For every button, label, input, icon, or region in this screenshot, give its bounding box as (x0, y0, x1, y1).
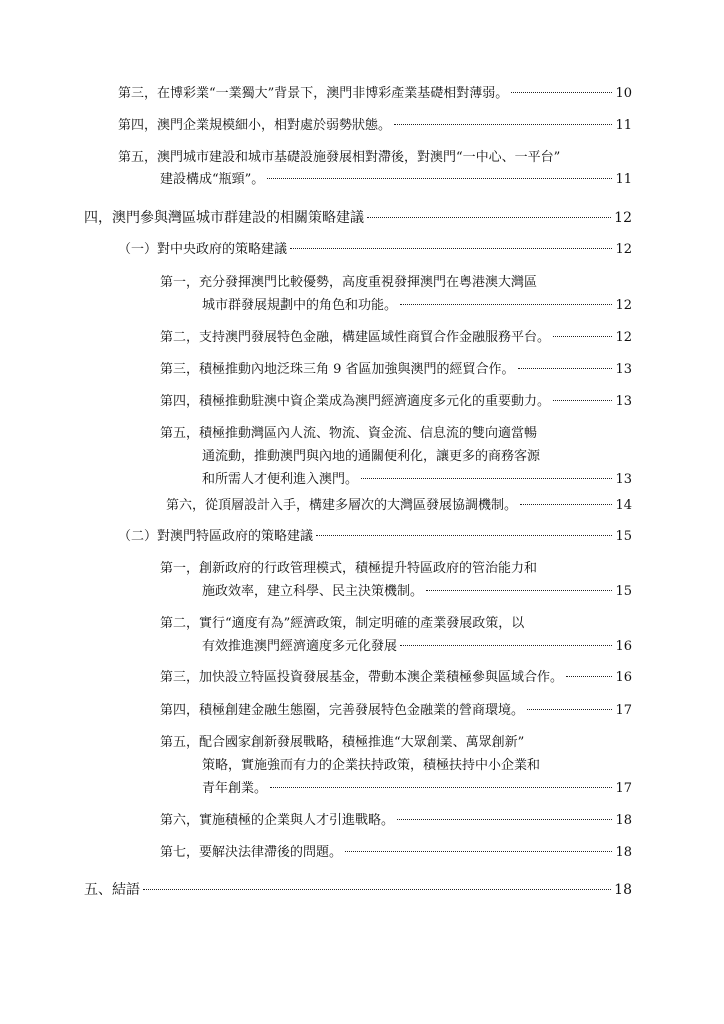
toc-page-number: 13 (615, 394, 632, 409)
toc-page-number: 18 (615, 813, 632, 828)
toc-entry-title: 第六，實施積極的企業與人才引進戰略。 (160, 813, 395, 828)
dot-leader (361, 478, 612, 479)
dot-leader (400, 645, 612, 646)
toc-entry-title-continued: 和所需人才便利進入澳門。 (202, 472, 359, 487)
toc-entry-title-continued: 通流動，推動澳門與內地的通關便利化，讓更多的商務客源 (202, 449, 541, 464)
dot-leader (367, 217, 611, 218)
toc-entry-title: 第二，支持澳門發展特色金融，構建區域性商貿合作金融服務平台。 (160, 330, 551, 345)
toc-entry-title: 第五，配合國家創新發展戰略，積極推進“大眾創業、萬眾創新” (160, 735, 525, 750)
toc-entry-title-continued: 城市群發展規劃中的角色和功能。 (202, 298, 398, 313)
dot-leader (527, 709, 612, 710)
toc-page-number: 18 (614, 882, 632, 898)
toc-page-number: 12 (615, 242, 632, 257)
dot-leader (345, 851, 612, 852)
toc-page-number: 13 (615, 362, 632, 377)
dot-leader (290, 248, 612, 249)
toc-section-title: 四，澳門參與灣區城市群建設的相關策略建議 (84, 210, 364, 226)
toc-page-number: 18 (615, 845, 632, 860)
dot-leader (397, 819, 612, 820)
toc-subsection-title: （二）對澳門特區政府的策略建議 (118, 529, 314, 544)
dot-leader (400, 304, 612, 305)
toc-entry-title-continued: 青年創業。 (202, 781, 268, 796)
toc-page-number: 12 (615, 298, 632, 313)
dot-leader (267, 178, 612, 179)
toc-subsection-title: （一）對中央政府的策略建議 (118, 242, 288, 257)
toc-entry-title: 第四，積極創建金融生態圈，完善發展特色金融業的營商環境。 (160, 703, 525, 718)
dot-leader (553, 400, 612, 401)
dot-leader (511, 92, 612, 93)
toc-entry-title: 第三，積極推動內地泛珠三角 9 省區加強與澳門的經貿合作。 (160, 362, 515, 377)
toc-page-number: 14 (615, 498, 632, 513)
dot-leader (270, 787, 612, 788)
toc-page-number: 10 (615, 86, 632, 101)
toc-entry-title: 第四，積極推動駐澳中資企業成為澳門經濟適度多元化的重要動力。 (160, 394, 551, 409)
dot-leader (553, 336, 612, 337)
toc-page-number: 15 (615, 584, 632, 599)
toc-section-title: 五、結語 (84, 882, 140, 898)
dot-leader (518, 368, 613, 369)
toc-entry-title: 第二，實行“適度有為”經濟政策，制定明確的產業發展政策，以 (160, 616, 525, 631)
toc-page-number: 16 (615, 670, 632, 685)
toc-page-number: 11 (615, 172, 632, 187)
toc-entry-title: 第七，要解決法律滯後的問題。 (160, 845, 343, 860)
toc-page-number: 17 (615, 703, 632, 718)
toc-entry-title: 第三，在博彩業“一業獨大”背景下，澳門非博彩產業基礎相對薄弱。 (118, 86, 509, 101)
toc-entry-title: 第四，澳門企業規模細小，相對處於弱勢狀態。 (118, 118, 392, 133)
dot-leader (394, 124, 612, 125)
toc-page-number: 11 (615, 118, 632, 133)
toc-page-number: 12 (615, 330, 632, 345)
toc-page-number: 12 (614, 210, 632, 226)
toc-entry-title: 第三，加快設立特區投資發展基金，帶動本澳企業積極參與區域合作。 (160, 670, 564, 685)
toc-page-number: 17 (615, 781, 632, 796)
dot-leader (143, 889, 611, 890)
toc-entry-title: 第一，創新政府的行政管理模式，積極提升特區政府的管治能力和 (160, 561, 538, 576)
toc-entry-title-continued: 策略，實施強而有力的企業扶持政策，積極扶持中小企業和 (202, 758, 541, 773)
dot-leader (566, 676, 612, 677)
toc-entry-title: 第五，積極推動灣區內人流、物流、資金流、信息流的雙向適當暢 (160, 426, 538, 441)
toc-page-number: 16 (615, 639, 632, 654)
toc-entry-title-continued: 施政效率，建立科學、民主決策機制。 (202, 584, 424, 599)
toc-page-number: 15 (615, 529, 632, 544)
toc-entry-title: 第六，從頂層設計入手，構建多層次的大灣區發展協調機制。 (166, 498, 518, 513)
toc-page-number: 13 (615, 472, 632, 487)
toc-entry-title: 第一，充分發揮澳門比較優勢，高度重視發揮澳門在粵港澳大灣區 (160, 275, 538, 290)
dot-leader (520, 504, 612, 505)
toc-entry-title-continued: 有效推進澳門經濟適度多元化發展 (202, 639, 398, 654)
dot-leader (426, 590, 612, 591)
toc-entry-title: 第五，澳門城市建設和城市基礎設施發展相對滯後，對澳門“一中心、一平台” (118, 150, 561, 165)
toc-entry-title-continued: 建設構成“瓶頸”。 (160, 172, 265, 187)
dot-leader (316, 535, 612, 536)
